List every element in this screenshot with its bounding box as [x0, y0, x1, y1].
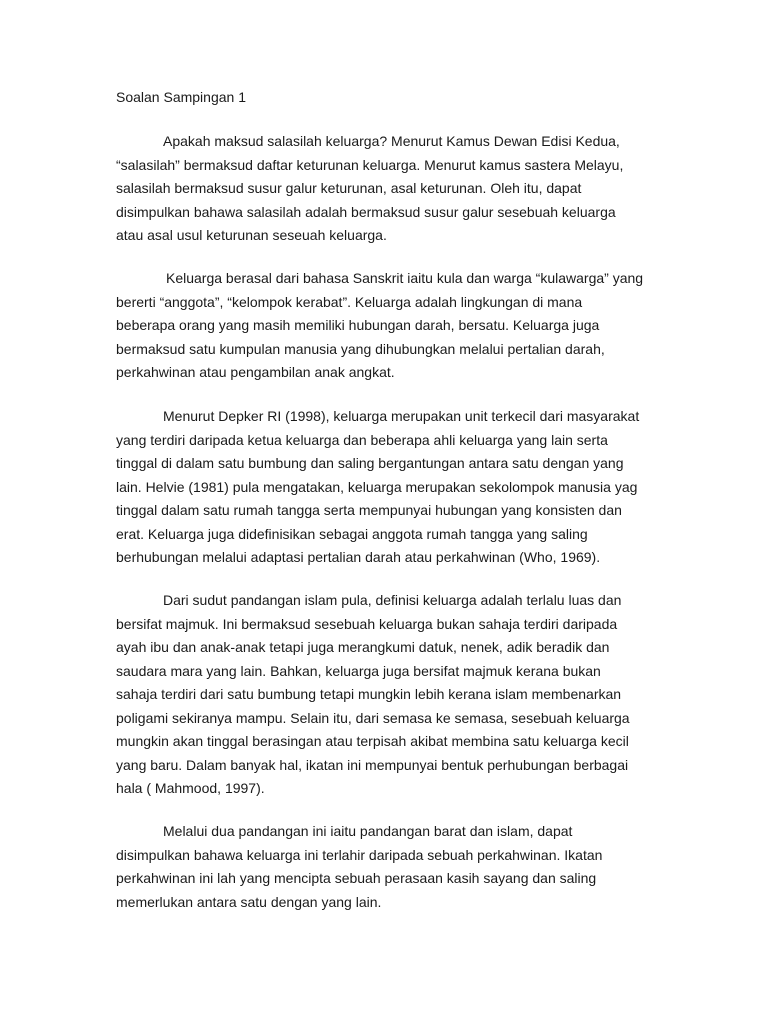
text-line: memerlukan antara satu dengan yang lain.: [116, 893, 382, 910]
text-line: hala ( Mahmood, 1997).: [116, 780, 265, 796]
text-line: yang baru. Dalam banyak hal, ikatan ini mempunyai bentuk perhubungan berbagai: [116, 756, 629, 773]
text-line: disimpulkan bahawa keluarga ini terlahir daripada sebuah perkahwinan. Ikatan: [116, 846, 603, 863]
text-line: perkahwinan atau pengambilan anak angkat.: [116, 364, 395, 380]
text-line: yang terdiri daripada ketua keluarga dan beberapa ahli keluarga yang lain serta: [116, 431, 608, 448]
text-line: Keluarga berasal dari bahasa Sanskrit iaitu kula dan warga “kulawarga” yang: [166, 270, 644, 286]
text-line: tinggal dalam satu rumah tangga serta mempunyai hubungan yang konsisten dan: [116, 502, 622, 518]
paragraph-5: [116, 820, 656, 914]
text-line: atau asal usul keturunan seseuah keluarga.: [116, 227, 387, 243]
text-line: Menurut Depker RI (1998), keluarga merupakan unit terkecil dari masyarakat: [163, 408, 640, 424]
text-line: ayah ibu dan anak-anak tetapi juga merangkumi datuk, nenek, adik beradik dan: [116, 639, 610, 655]
text-line: Dari sudut pandangan islam pula, definisi keluarga adalah terlalu luas dan: [163, 592, 622, 608]
text-line: bermaksud satu kumpulan manusia yang dihubungkan melalui pertalian darah,: [116, 340, 605, 357]
text-line: beberapa orang yang masih memiliki hubungan darah, bersatu. Keluarga juga: [116, 317, 600, 333]
text-line: sahaja terdiri dari satu bumbung tetapi mungkin lebih kerana islam membenarkan: [116, 686, 622, 702]
text-line: Apakah maksud salasilah keluarga? Menurut Kamus Dewan Edisi Kedua,: [163, 133, 620, 149]
text-line: berhubungan melalui adaptasi pertalian darah atau perkahwinan (Who, 1969).: [116, 549, 601, 565]
paragraph-4: [116, 589, 656, 801]
text-line: bererti “anggota”, “kelompok kerabat”. Keluarga adalah lingkungan di mana: [116, 293, 583, 310]
paragraph-1: [116, 130, 656, 248]
text-line: poligami sekiranya mampu. Selain itu, dari semasa ke semasa, sesebuah keluarga: [116, 709, 630, 726]
text-line: salasilah bermaksud susur galur keturunan, asal keturunan. Oleh itu, dapat: [116, 180, 582, 196]
text-line: saudara mara yang lain. Bahkan, keluarga juga bersifat majmuk kerana bukan: [116, 662, 601, 679]
text-line: “salasilah” bermaksud daftar keturunan keluarga. Menurut kamus sastera Melayu,: [116, 156, 624, 173]
paragraph-3: [116, 405, 656, 570]
text-line: disimpulkan bahawa salasilah adalah bermaksud susur galur sesebuah keluarga: [116, 203, 616, 220]
text-line: mungkin akan tinggal berasingan atau terpisah akibat membina satu keluarga kecil: [116, 733, 629, 749]
document-title: Soalan Sampingan 1: [116, 89, 246, 105]
text-line: erat. Keluarga juga didefinisikan sebagai anggota rumah tangga yang saling: [116, 525, 588, 542]
text-line: perkahwinan ini lah yang mencipta sebuah perasaan kasih sayang dan saling: [116, 870, 597, 886]
paragraph-2: [116, 267, 656, 385]
text-line: bersifat majmuk. Ini bermaksud sesebuah keluarga bukan sahaja terdiri daripada: [116, 615, 618, 632]
text-line: tinggal di dalam satu bumbung dan saling bergantungan antara satu dengan yang: [116, 455, 624, 471]
text-line: lain. Helvie (1981) pula mengatakan, keluarga merupakan sekolompok manusia yag: [116, 478, 638, 495]
text-line: Melalui dua pandangan ini iaitu pandangan barat dan islam, dapat: [163, 823, 573, 839]
